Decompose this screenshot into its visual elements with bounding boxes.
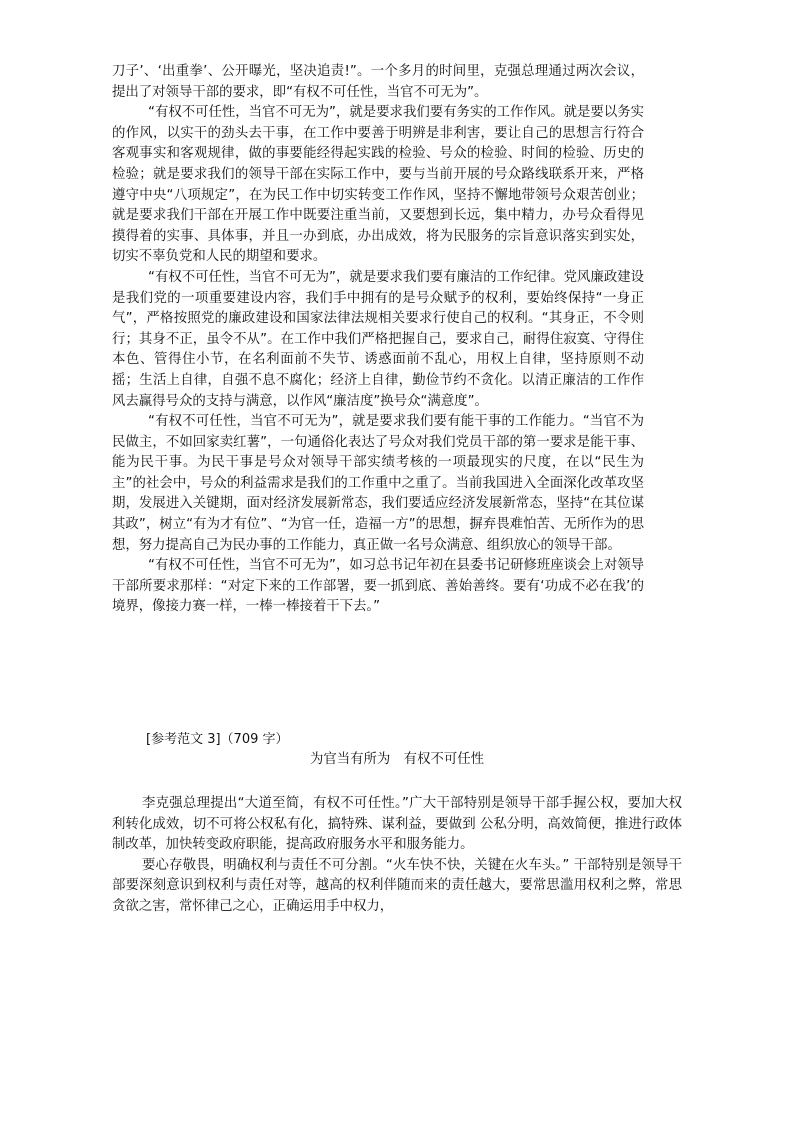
paragraph-ability: “有权不可任性，当官不可无为”，就是要求我们要有能干事的工作能力。“当官不为民做主，不如回家卖红薯”，一句通俗化表达了号众对我们党员干部的第一要求是能干事、能为民干事。为民干事是号众对领导干部实绩考核的一项最现实的尺度，在以“民生为主”的社会中，号众的利益需求是我们的工作重中之重了。当前我国进入全面深化改革攻坚期，发展进入关键期，面对经济发展新常态，我们要适应经济发展新常态，坚持“在其位谋其政”，树立“有为才有位”、“为官一任，造福一方”的思想，摒弃畏难怕苦、无所作为的思想，努力提高自己为民办事的工作能力，真正做一名号众满意、组织放心的领导干部。	[112, 414, 644, 553]
essay-body-bottom	[112, 794, 682, 918]
essay-body-top	[112, 62, 644, 618]
paragraph-continued: 刀子’、‘出重拳’、公开曝光，坚决追责!”。一个多月的时间里，克强总理通过两次会议，提出了对领导干部的要求，即“有权不可任性，当官不可无为”。	[112, 64, 644, 100]
essay-paragraph-respect: 要心存敬畏，明确权利与责任不可分割。“火车快不快，关键在火车头。” 干部特别是领导干部要深刻意识到权利与责任对等，越高的权利伴随而来的责任越大，要常思滥用权利之弊，常思贪欲之害，常怀律己之心，正确运用手中权力，	[112, 857, 682, 914]
essay-title: 为官当有所为 有权不可任性	[309, 752, 485, 767]
paragraph-work-style: “有权不可任性，当官不可无为”，就是要求我们要有务实的工作作风。就是要以务实的作风，以实干的劲头去干事，在工作中要善于明辨是非利害，要让自己的思想言行符合客观事实和客观规律，做的事要能经得起实践的检验、号众的检验、时间的检验、历史的检验；就是要求我们的领导干部在实际工作中，要与当前开展的号众路线联系开来，严格遵守中央“八项规定”，在为民工作中切实转变工作作风，坚持不懈地带领号众艰苦创业；就是要求我们干部在开展工作中既要注重当前，又要想到长远，集中精力，办号众看得见摸得着的实事、具体事，并且一办到底，办出成效，将为民服务的宗旨意识落实到实处，切实不辜负党和人民的期望和要求。	[112, 105, 644, 265]
reference-label: [参考范文 3]（709 字）	[146, 732, 289, 747]
paragraph-discipline: “有权不可任性，当官不可无为”，就是要求我们要有廉洁的工作纪律。党风廉政建设是我们党的一项重要建设内容，我们手中拥有的是号众赋予的权利，要始终保持“一身正气”，严格按照党的廉政建设和国家法律法规相关要求行使自己的权利。“其身正，不令则行；其身不正，虽令不从”。在工作中我们严格把握自己，要求自己，耐得住寂寞、守得住本色、管得住小节，在名利面前不失节、诱惑面前不乱心，用权上自律，坚持原则不动摇；生活上自律，自强不息不腐化；经济上自律，勤俭节约不贪化。以清正廉洁的工作作风去赢得号众的支持与满意，以作风“廉洁度”换号众“满意度”。	[112, 269, 644, 409]
essay-paragraph-intro: 李克强总理提出“大道至简，有权不可任性。”广大干部特别是领导干部手握公权，要加大权利转化成效，切不可将公权私有化，搞特殊、谋利益，要做到 公私分明，高效简便，推进行政体制改革，加快转变政府职能，提高政府服务水平和服务能力。	[112, 796, 682, 853]
paragraph-closing: “有权不可任性，当官不可无为”，如习总书记年初在县委书记研修班座谈会上对领导干部所要求那样：“对定下来的工作部署，要一抓到底、善始善终。要有‘功成不必在我’的境界，像接力赛一样，一棒一棒接着干下去。”	[112, 558, 644, 615]
